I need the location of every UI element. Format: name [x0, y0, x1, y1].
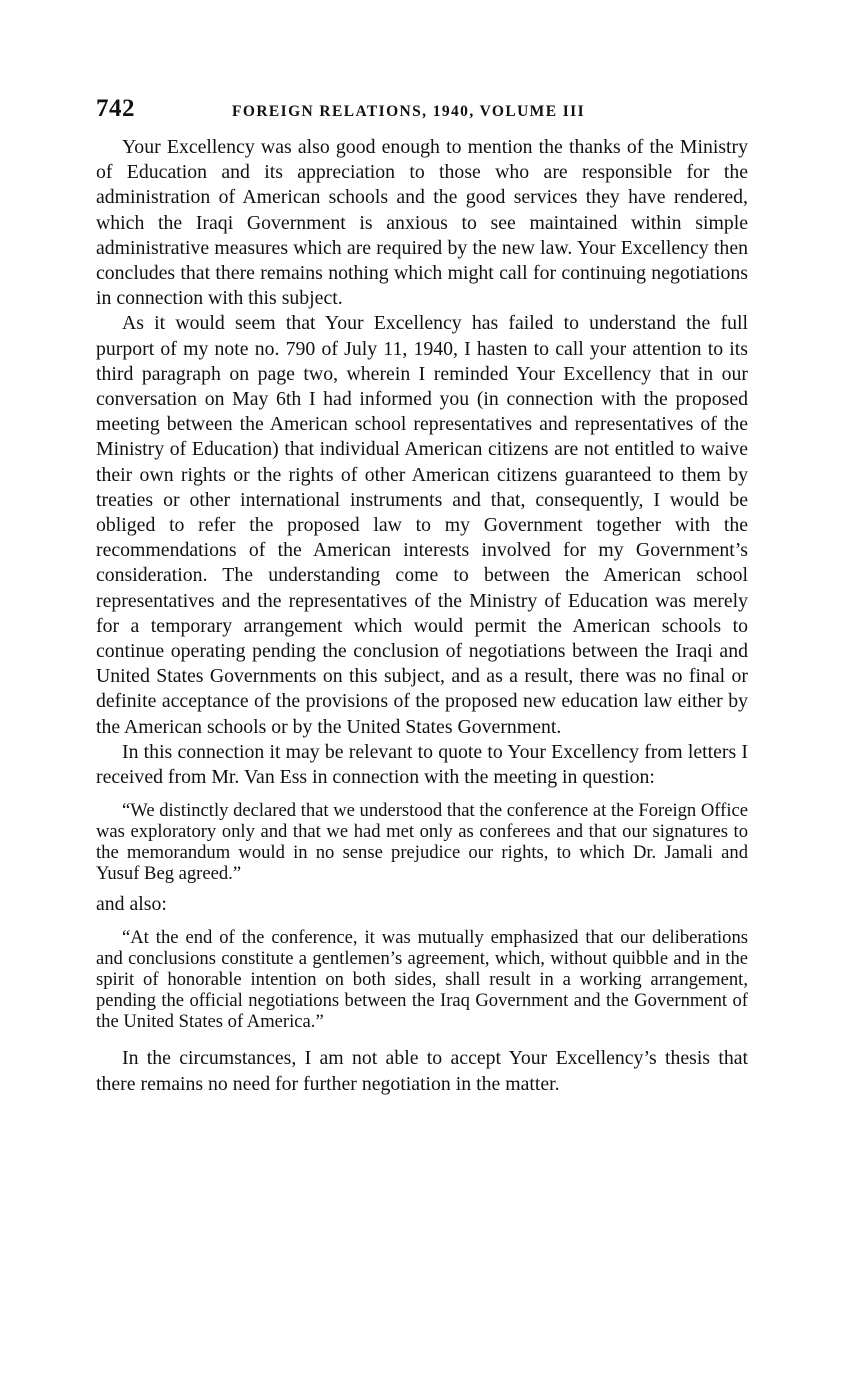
- body-paragraph-2: As it would seem that Your Excellency has failed to understand the full purport of my note no. 790 of July 11, 1940, I hasten to call your attention to its third paragraph on page two, wherein I reminded Your Excellency that in our conversation on May 6th I had informed you (in connection with the proposed meeting between the American school representatives and representatives of the Ministry of Education) that individual American citizens are not entitled to waive their own rights or the rights of other American citizens guaranteed to them by treaties or other international instruments and that, consequently, I would be obliged to refer the proposed law to my Government together with the recommendations of the American interests involved for my Government’s consideration. The understanding come to between the American school representatives and the representatives of the Ministry of Education was merely for a temporary arrangement which would permit the American schools to continue operating pending the conclusion of negotiations between the Iraqi and United States Governments on this subject, and as a result, there was no final or definite acceptance of the provisions of the proposed new education law either by the American schools or by the United States Government.: [96, 312, 748, 738]
- block-quote-2: “At the end of the conference, it was mutually emphasized that our deliberations and conclusions constitute a gentlemen’s agreement, which, without quibble and in the spirit of honorable intention on both sides, shall result in a working arrangement, pending the official negotiations between the Iraq Government and the Government of the United States of America.”: [96, 927, 748, 1033]
- block-quote-1: “We distinctly declared that we understood that the conference at the Foreign Office was exploratory only and that we had met only as conferees and that our signatures to the memorandum would in no sense prejudice our rights, to which Dr. Jamali and Yusuf Beg agreed.”: [96, 800, 748, 885]
- and-also-text: and also:: [96, 893, 167, 916]
- running-head: FOREIGN RELATIONS, 1940, VOLUME III: [232, 103, 585, 120]
- closing-paragraph: In the circumstances, I am not able to accept Your Excellency’s thesis that there remains no need for further negotiation in the matter.: [96, 1047, 748, 1095]
- page-header: [96, 95, 748, 135]
- body-paragraph-1: Your Excellency was also good enough to mention the thanks of the Ministry of Education and its appreciation to those who are responsible for the administration of American schools and the good services they have rendered, which the Iraqi Government is anxious to see maintained within simple administrative measures which are required by the new law. Your Excellency then concludes that there remains nothing which might call for continuing negotiations in connection with this subject.: [96, 136, 748, 310]
- body-paragraph-3: In this connection it may be relevant to quote to Your Excellency from letters I received from Mr. Van Ess in connection with the meeting in question:: [96, 740, 748, 789]
- page-number: 742: [96, 95, 135, 122]
- document-page: [96, 95, 748, 1097]
